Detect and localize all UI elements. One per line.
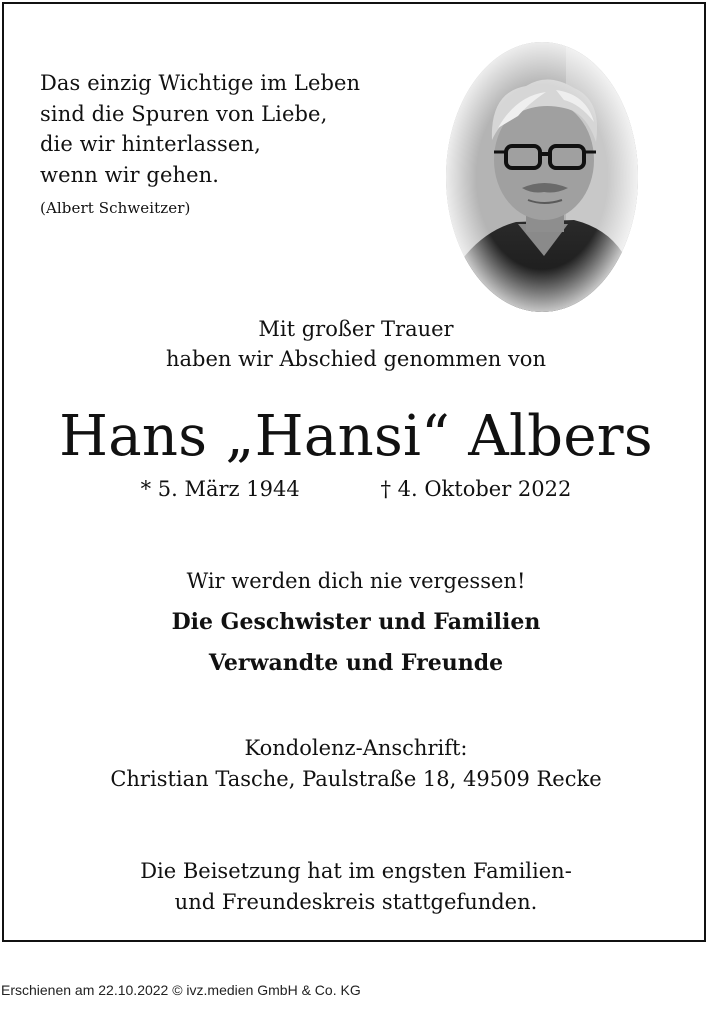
mourners (4, 602, 708, 684)
quote-line: sind die Spuren von Liebe, (40, 101, 328, 126)
memorial-quote (40, 68, 360, 218)
intro-line: Mit großer Trauer (258, 317, 454, 341)
obituary-card (2, 2, 706, 942)
portrait-photo-drawing (446, 42, 638, 312)
burial-line: Die Beisetzung hat im engsten Familien- (140, 859, 572, 883)
intro-line: haben wir Abschied genommen von (166, 346, 546, 371)
portrait-photo (446, 42, 638, 312)
quote-author: (Albert Schweitzer) (40, 199, 191, 217)
condolence-address (4, 733, 708, 795)
announcement-intro (4, 315, 708, 374)
deceased-name: Hans „Hansi“ Albers (59, 404, 653, 469)
mourners-line: Die Geschwister und Familien (171, 609, 541, 635)
quote-line: Das einzig Wichtige im Leben (40, 71, 361, 95)
birth-date: * 5. März 1944 (140, 477, 300, 501)
burial-line: und Freundeskreis stattgefunden. (174, 890, 538, 914)
mourners-line: Verwandte und Freunde (208, 650, 504, 676)
closing-line: Wir werden dich nie vergessen! (186, 569, 526, 593)
quote-line: die wir hinterlassen, (40, 132, 261, 156)
address-line: Kondolenz-Anschrift: (244, 736, 468, 760)
life-dates (4, 474, 708, 504)
death-date: † 4. Oktober 2022 (380, 477, 572, 501)
publication-footer: Erschienen am 22.10.2022 © ivz.medien GmbH & Co. KG (1, 982, 361, 998)
quote-line: wenn wir gehen. (40, 162, 220, 187)
burial-notice (4, 856, 708, 918)
address-line: Christian Tasche, Paulstraße 18, 49509 Recke (110, 767, 602, 791)
